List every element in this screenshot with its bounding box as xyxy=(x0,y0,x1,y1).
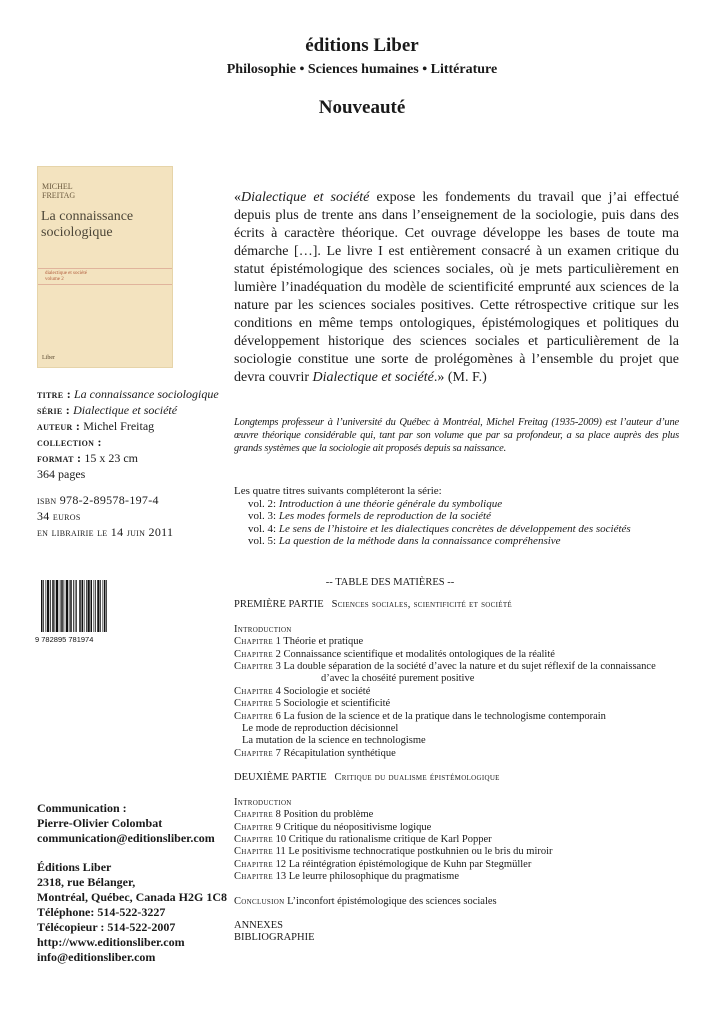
series-volume: vol. 2: Introduction à une théorie générale du symbolique xyxy=(248,497,503,510)
toc-part-1-heading: PREMIÈRE PARTIE Sciences sociales, scientificité et société xyxy=(234,599,512,611)
meta-title-row xyxy=(37,386,227,402)
toc-entry: d’avec la choséité purement positive xyxy=(321,673,475,685)
toc-bibliographie: BIBLIOGRAPHIE xyxy=(234,932,315,944)
meta-series-label: série : xyxy=(37,403,71,417)
toc-part-2-list xyxy=(234,797,704,884)
meta-author-row xyxy=(37,418,227,434)
toc-entry: Chapitre 3 La double séparation de la société d’avec la nature et du sujet réflexif de la connaissance xyxy=(234,661,656,673)
meta-format-label: format : xyxy=(37,451,82,465)
toc-entry: Chapitre 4 Sociologie et société xyxy=(234,685,371,697)
quote-book-title: Dialectique et société xyxy=(241,190,370,205)
toc-entry: Chapitre 9 Critique du néopositivisme logique xyxy=(234,821,432,833)
org-website[interactable]: http://www.editionsliber.com xyxy=(37,935,185,949)
toc-entry: Chapitre 11 Le positivisme technocratique postkuhnien ou le bris du miroir xyxy=(234,846,553,858)
cover-author: MICHEL FREITAG xyxy=(42,182,76,200)
meta-price: 34 euros xyxy=(37,509,81,523)
toc-entry: Chapitre 2 Connaissance scientifique et modalités ontologiques de la réalité xyxy=(234,648,555,660)
barcode-bars xyxy=(41,580,107,632)
meta-release: en librairie le 14 juin 2011 xyxy=(37,525,174,539)
barcode-number: 9 782895 781974 xyxy=(35,635,94,644)
meta-collection-label: collection : xyxy=(37,435,102,449)
org-phone: Téléphone: 514-522-3227 xyxy=(37,905,166,919)
toc-entry: Chapitre 10 Critique du rationalisme critique de Karl Popper xyxy=(234,833,492,845)
meta-format-row xyxy=(37,450,227,466)
contact-block xyxy=(37,801,227,965)
toc-entry: Chapitre 7 Récapitulation synthétique xyxy=(234,747,396,759)
toc-entry: Chapitre 8 Position du problème xyxy=(234,809,374,821)
meta-isbn: isbn 978-2-89578-197-4 xyxy=(37,493,159,507)
cover-publisher: Liber xyxy=(42,355,55,361)
meta-author: Michel Freitag xyxy=(83,419,155,433)
table-of-contents xyxy=(234,577,704,945)
meta-format: 15 x 23 cm xyxy=(84,451,139,465)
toc-entry: Le mode de reproduction décisionnel xyxy=(242,723,399,735)
author-quote xyxy=(234,189,679,387)
meta-title-label: titre : xyxy=(37,387,71,401)
series-intro: Les quatre titres suivants compléteront la série: xyxy=(234,485,442,497)
org-name: Éditions Liber xyxy=(37,860,112,874)
book-cover xyxy=(37,166,173,368)
series-volume: vol. 5: La question de la méthode dans la connaissance compréhensive xyxy=(248,535,561,547)
quote-end: .» (M. F.) xyxy=(433,370,487,385)
series-list xyxy=(234,485,684,548)
toc-part-1-list xyxy=(234,624,704,760)
publisher-subjects: Philosophie • Sciences humaines • Littérature xyxy=(226,62,498,77)
org-email[interactable]: info@editionsliber.com xyxy=(37,950,156,964)
toc-part-2-heading: DEUXIÈME PARTIE Critique du dualisme épistémologique xyxy=(234,772,500,784)
book-metadata xyxy=(37,386,227,540)
contact-email[interactable]: communication@editionsliber.com xyxy=(37,831,215,845)
toc-entry: La mutation de la science en technologisme xyxy=(242,735,426,747)
toc-conclusion: Conclusion L’inconfort épistémologique des sciences sociales xyxy=(234,895,497,907)
cover-series: dialectique et société volume 2 xyxy=(45,271,87,282)
series-volume: vol. 3: Les modes formels de reproduction de la société xyxy=(248,510,491,522)
org-fax: Télécopieur : 514-522-2007 xyxy=(37,920,176,934)
quote-open-mark: « xyxy=(234,190,241,205)
communication-label: Communication : xyxy=(37,801,127,815)
cover-title: La connaissance sociologique xyxy=(41,209,134,240)
cover-series-band xyxy=(38,268,172,285)
meta-series-row xyxy=(37,402,227,418)
quote-book-title-2: Dialectique et société xyxy=(312,370,434,385)
isbn-barcode xyxy=(35,578,121,644)
toc-entry: Chapitre 13 Le leurre philosophique du pragmatisme xyxy=(234,871,460,883)
meta-collection-row xyxy=(37,434,227,450)
toc-title: -- TABLE DES MATIÈRES -- xyxy=(325,577,455,588)
meta-title: La connaissance sociologique xyxy=(74,387,219,401)
toc-entry: Chapitre 5 Sociologie et scientificité xyxy=(234,698,391,710)
meta-author-label: auteur : xyxy=(37,419,81,433)
new-release-label: Nouveauté xyxy=(318,97,406,118)
toc-entry: Chapitre 12 La réintégration épistémologique de Kuhn par Stegmüller xyxy=(234,858,532,870)
meta-series: Dialectique et société xyxy=(73,403,178,417)
meta-pages: 364 pages xyxy=(37,467,86,481)
quote-body: expose les fondements du travail que j’ai effectué depuis plus de trente ans dans l’enseignement de la sociologie, puis dans des écrits à caractère théorique. Cet ouvrage développe les bases de toute ma démarche […]. Le livre I est entièrement consacré à un examen critique du statut épistémologique des sciences sociales, où je mets particulièrement en lumière l’inadéquation du modèle de scientificité emprunté aux sciences de la nature par les sciences sociales positives. Cette rétrospective critique sur les conditions en même temps ontologiques, épistémologiques et politiques du développement historique des sciences sociales et particulièrement de la sociologie constitue une sorte de prolégomènes à l’ensemble du projet que devra couvrir xyxy=(234,190,679,385)
toc-entry: Chapitre 1 Théorie et pratique xyxy=(234,636,364,648)
contact-name: Pierre-Olivier Colombat xyxy=(37,816,163,830)
series-volume: vol. 4: Le sens de l’histoire et les dialectiques concrètes de développement des sociétés xyxy=(248,522,631,535)
author-bio: Longtemps professeur à l’université du Québec à Montréal, Michel Freitag (1935-2009) est l’auteur d’une œuvre théorique considérable qui, tant par son volume que par sa profondeur, a sa place auprès des plus grands systèmes que la sociologie ait proposés depuis sa naissance. xyxy=(234,417,679,454)
publisher-name: éditions Liber xyxy=(305,35,419,56)
toc-entry: Introduction xyxy=(234,623,292,635)
org-address-1: 2318, rue Bélanger, xyxy=(37,875,136,889)
toc-entry: Introduction xyxy=(234,796,292,808)
page-header xyxy=(0,34,724,119)
toc-entry: Chapitre 6 La fusion de la science et de la pratique dans le technologisme contemporain xyxy=(234,710,606,722)
org-address-2: Montréal, Québec, Canada H2G 1C8 xyxy=(37,890,227,904)
toc-annexes: ANNEXES xyxy=(234,919,283,931)
